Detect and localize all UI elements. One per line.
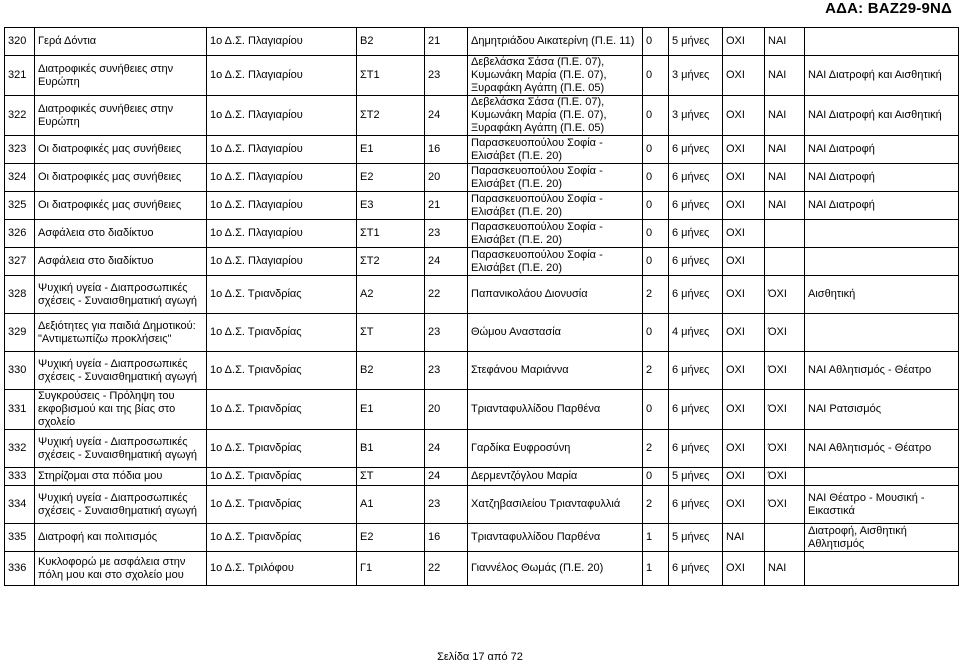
field-yes-no-1: ΟΧΙ: [723, 136, 765, 164]
duration: 6 μήνες: [669, 430, 723, 468]
duration: 6 μήνες: [669, 352, 723, 390]
field-yes-no-1: ΟΧΙ: [723, 486, 765, 524]
table-row: [5, 430, 959, 468]
extra-count: 0: [643, 314, 669, 352]
school: 1ο Δ.Σ. Τριανδρίας: [207, 524, 357, 552]
student-count: 22: [425, 276, 468, 314]
class: ΣΤ1: [357, 56, 425, 96]
school: 1ο Δ.Σ. Τριανδρίας: [207, 430, 357, 468]
program-title: Οι διατροφικές μας συνήθειες: [35, 136, 207, 164]
school: 1ο Δ.Σ. Τριλόφου: [207, 552, 357, 586]
extra-count: 0: [643, 136, 669, 164]
extra-count: 2: [643, 276, 669, 314]
thematic-area: [805, 220, 959, 248]
student-count: 16: [425, 524, 468, 552]
student-count: 24: [425, 248, 468, 276]
row-number: 333: [5, 468, 35, 486]
student-count: 23: [425, 314, 468, 352]
row-number: 321: [5, 56, 35, 96]
field-yes-no-2: ΌΧΙ: [765, 314, 805, 352]
thematic-area: [805, 468, 959, 486]
program-title: Οι διατροφικές μας συνήθειες: [35, 164, 207, 192]
table-row: [5, 96, 959, 136]
table-row: [5, 390, 959, 430]
duration: 6 μήνες: [669, 220, 723, 248]
school: 1ο Δ.Σ. Τριανδρίας: [207, 352, 357, 390]
row-number: 335: [5, 524, 35, 552]
field-yes-no-2: ΝΑΙ: [765, 56, 805, 96]
class: Ε2: [357, 524, 425, 552]
table-row: [5, 352, 959, 390]
student-count: 22: [425, 552, 468, 586]
extra-count: 2: [643, 486, 669, 524]
thematic-area: [805, 248, 959, 276]
duration: 6 μήνες: [669, 164, 723, 192]
field-yes-no-2: [765, 220, 805, 248]
extra-count: 0: [643, 390, 669, 430]
student-count: 24: [425, 468, 468, 486]
field-yes-no-2: ΝΑΙ: [765, 192, 805, 220]
row-number: 322: [5, 96, 35, 136]
extra-count: 2: [643, 430, 669, 468]
field-yes-no-1: ΟΧΙ: [723, 220, 765, 248]
row-number: 326: [5, 220, 35, 248]
student-count: 23: [425, 486, 468, 524]
class: ΣΤ: [357, 314, 425, 352]
program-title: Κυκλοφορώ με ασφάλεια στην πόλη μου και στο σχολείο μου: [35, 552, 207, 586]
table-row: [5, 314, 959, 352]
field-yes-no-1: ΟΧΙ: [723, 390, 765, 430]
extra-count: 2: [643, 352, 669, 390]
teachers: Δεβελάσκα Σάσα (Π.Ε. 07), Κυμωνάκη Μαρία (Π.Ε. 07), Ξυραφάκη Αγάπη (Π.Ε. 05): [468, 96, 643, 136]
row-number: 336: [5, 552, 35, 586]
ada-code: ΑΔΑ: ΒΑΖ29-9ΝΔ: [825, 0, 952, 17]
school: 1ο Δ.Σ. Πλαγιαρίου: [207, 220, 357, 248]
school: 1ο Δ.Σ. Τριανδρίας: [207, 390, 357, 430]
student-count: 24: [425, 96, 468, 136]
program-title: Ασφάλεια στο διαδίκτυο: [35, 248, 207, 276]
thematic-area: [805, 28, 959, 56]
class: Α2: [357, 276, 425, 314]
table-row: [5, 486, 959, 524]
field-yes-no-1: ΟΧΙ: [723, 192, 765, 220]
field-yes-no-2: ΝΑΙ: [765, 164, 805, 192]
program-title: Ψυχική υγεία - Διαπροσωπικές σχέσεις - Συναισθηματική αγωγή: [35, 486, 207, 524]
student-count: 24: [425, 430, 468, 468]
table-row: [5, 276, 959, 314]
field-yes-no-2: ΝΑΙ: [765, 552, 805, 586]
class: ΣΤ: [357, 468, 425, 486]
field-yes-no-2: ΝΑΙ: [765, 136, 805, 164]
class: ΣΤ2: [357, 248, 425, 276]
teachers: Παρασκευοπούλου Σοφία - Ελισάβετ (Π.Ε. 20): [468, 248, 643, 276]
program-title: Στηρίζομαι στα πόδια μου: [35, 468, 207, 486]
thematic-area: ΝΑΙ Ρατσισμός: [805, 390, 959, 430]
student-count: 21: [425, 192, 468, 220]
field-yes-no-1: ΟΧΙ: [723, 314, 765, 352]
teachers: Δημητριάδου Αικατερίνη (Π.Ε. 11): [468, 28, 643, 56]
teachers: Παρασκευοπούλου Σοφία - Ελισάβετ (Π.Ε. 20): [468, 220, 643, 248]
class: Α1: [357, 486, 425, 524]
teachers: Παρασκευοπούλου Σοφία - Ελισάβετ (Π.Ε. 20): [468, 164, 643, 192]
school: 1ο Δ.Σ. Τριανδρίας: [207, 468, 357, 486]
extra-count: 0: [643, 96, 669, 136]
field-yes-no-2: ΌΧΙ: [765, 276, 805, 314]
thematic-area: Αισθητική: [805, 276, 959, 314]
row-number: 329: [5, 314, 35, 352]
duration: 6 μήνες: [669, 136, 723, 164]
program-title: Ψυχική υγεία - Διαπροσωπικές σχέσεις - Συναισθηματική αγωγή: [35, 430, 207, 468]
teachers: Παρασκευοπούλου Σοφία - Ελισάβετ (Π.Ε. 20): [468, 192, 643, 220]
school: 1ο Δ.Σ. Πλαγιαρίου: [207, 136, 357, 164]
class: ΣΤ2: [357, 96, 425, 136]
teachers: Γιαννέλος Θωμάς (Π.Ε. 20): [468, 552, 643, 586]
field-yes-no-2: ΌΧΙ: [765, 486, 805, 524]
field-yes-no-1: ΟΧΙ: [723, 96, 765, 136]
programs-table: [4, 27, 959, 586]
field-yes-no-2: ΌΧΙ: [765, 430, 805, 468]
table-row: [5, 524, 959, 552]
duration: 5 μήνες: [669, 524, 723, 552]
field-yes-no-2: ΌΧΙ: [765, 390, 805, 430]
field-yes-no-2: [765, 248, 805, 276]
school: 1ο Δ.Σ. Πλαγιαρίου: [207, 96, 357, 136]
duration: 6 μήνες: [669, 552, 723, 586]
class: ΣΤ1: [357, 220, 425, 248]
field-yes-no-2: ΌΧΙ: [765, 352, 805, 390]
table-row: [5, 248, 959, 276]
student-count: 23: [425, 352, 468, 390]
row-number: 330: [5, 352, 35, 390]
teachers: Θώμου Αναστασία: [468, 314, 643, 352]
thematic-area: ΝΑΙ Διατροφή: [805, 164, 959, 192]
field-yes-no-1: ΟΧΙ: [723, 430, 765, 468]
field-yes-no-1: ΟΧΙ: [723, 28, 765, 56]
row-number: 332: [5, 430, 35, 468]
program-title: Οι διατροφικές μας συνήθειες: [35, 192, 207, 220]
extra-count: 0: [643, 56, 669, 96]
field-yes-no-1: ΟΧΙ: [723, 248, 765, 276]
row-number: 327: [5, 248, 35, 276]
page-number: Σελίδα 17 από 72: [437, 651, 523, 663]
thematic-area: ΝΑΙ Διατροφή και Αισθητική: [805, 96, 959, 136]
row-number: 323: [5, 136, 35, 164]
table-row: [5, 552, 959, 586]
school: 1ο Δ.Σ. Πλαγιαρίου: [207, 192, 357, 220]
student-count: 23: [425, 56, 468, 96]
field-yes-no-1: ΟΧΙ: [723, 468, 765, 486]
row-number: 320: [5, 28, 35, 56]
duration: 4 μήνες: [669, 314, 723, 352]
field-yes-no-1: ΝΑΙ: [723, 524, 765, 552]
thematic-area: ΝΑΙ Θέατρο - Μουσική - Εικαστικά: [805, 486, 959, 524]
program-title: Διατροφικές συνήθειες στην Ευρώπη: [35, 96, 207, 136]
teachers: Τριανταφυλλίδου Παρθένα: [468, 390, 643, 430]
extra-count: 0: [643, 220, 669, 248]
duration: 6 μήνες: [669, 248, 723, 276]
thematic-area: Διατροφή, Αισθητική Αθλητισμός: [805, 524, 959, 552]
row-number: 324: [5, 164, 35, 192]
program-title: Συγκρούσεις - Πρόληψη του εκφοβισμού και της βίας στο σχολείο: [35, 390, 207, 430]
school: 1ο Δ.Σ. Πλαγιαρίου: [207, 248, 357, 276]
field-yes-no-2: ΝΑΙ: [765, 96, 805, 136]
teachers: Στεφάνου Μαριάννα: [468, 352, 643, 390]
thematic-area: [805, 314, 959, 352]
thematic-area: ΝΑΙ Διατροφή και Αισθητική: [805, 56, 959, 96]
teachers: Δεβελάσκα Σάσα (Π.Ε. 07), Κυμωνάκη Μαρία (Π.Ε. 07), Ξυραφάκη Αγάπη (Π.Ε. 05): [468, 56, 643, 96]
table-row: [5, 136, 959, 164]
field-yes-no-1: ΟΧΙ: [723, 352, 765, 390]
table-row: [5, 468, 959, 486]
duration: 6 μήνες: [669, 486, 723, 524]
student-count: 23: [425, 220, 468, 248]
extra-count: 0: [643, 164, 669, 192]
extra-count: 0: [643, 248, 669, 276]
thematic-area: [805, 552, 959, 586]
class: Β2: [357, 352, 425, 390]
school: 1ο Δ.Σ. Τριανδρίας: [207, 276, 357, 314]
duration: 6 μήνες: [669, 192, 723, 220]
table-body: [5, 28, 959, 586]
program-title: Ασφάλεια στο διαδίκτυο: [35, 220, 207, 248]
class: Ε3: [357, 192, 425, 220]
field-yes-no-1: ΟΧΙ: [723, 164, 765, 192]
extra-count: 0: [643, 468, 669, 486]
program-title: Ψυχική υγεία - Διαπροσωπικές σχέσεις - Συναισθηματική αγωγή: [35, 276, 207, 314]
row-number: 331: [5, 390, 35, 430]
table-row: [5, 56, 959, 96]
class: Γ1: [357, 552, 425, 586]
teachers: Γαρδίκα Ευφροσύνη: [468, 430, 643, 468]
extra-count: 0: [643, 28, 669, 56]
extra-count: 1: [643, 524, 669, 552]
table-row: [5, 164, 959, 192]
extra-count: 0: [643, 192, 669, 220]
class: Β1: [357, 430, 425, 468]
school: 1ο Δ.Σ. Πλαγιαρίου: [207, 28, 357, 56]
row-number: 334: [5, 486, 35, 524]
student-count: 20: [425, 390, 468, 430]
teachers: Τριανταφυλλίδου Παρθένα: [468, 524, 643, 552]
program-title: Δεξιότητες για παιδιά Δημοτικού: "Αντιμετωπίζω προκλήσεις": [35, 314, 207, 352]
duration: 5 μήνες: [669, 468, 723, 486]
duration: 5 μήνες: [669, 28, 723, 56]
program-title: Ψυχική υγεία - Διαπροσωπικές σχέσεις - Συναισθηματική αγωγή: [35, 352, 207, 390]
thematic-area: ΝΑΙ Διατροφή: [805, 136, 959, 164]
thematic-area: ΝΑΙ Αθλητισμός - Θέατρο: [805, 352, 959, 390]
thematic-area: ΝΑΙ Διατροφή: [805, 192, 959, 220]
student-count: 20: [425, 164, 468, 192]
class: Ε1: [357, 136, 425, 164]
school: 1ο Δ.Σ. Τριανδρίας: [207, 486, 357, 524]
thematic-area: ΝΑΙ Αθλητισμός - Θέατρο: [805, 430, 959, 468]
teachers: Παπανικολάου Διονυσία: [468, 276, 643, 314]
teachers: Παρασκευοπούλου Σοφία - Ελισάβετ (Π.Ε. 20): [468, 136, 643, 164]
student-count: 16: [425, 136, 468, 164]
class: Ε1: [357, 390, 425, 430]
field-yes-no-1: ΟΧΙ: [723, 276, 765, 314]
field-yes-no-1: ΟΧΙ: [723, 552, 765, 586]
field-yes-no-2: [765, 524, 805, 552]
duration: 3 μήνες: [669, 96, 723, 136]
program-title: Γερά Δόντια: [35, 28, 207, 56]
class: Ε2: [357, 164, 425, 192]
table-row: [5, 28, 959, 56]
program-title: Διατροφή και πολιτισμός: [35, 524, 207, 552]
school: 1ο Δ.Σ. Πλαγιαρίου: [207, 164, 357, 192]
field-yes-no-1: ΟΧΙ: [723, 56, 765, 96]
student-count: 21: [425, 28, 468, 56]
field-yes-no-2: ΝΑΙ: [765, 28, 805, 56]
teachers: Δερμεντζόγλου Μαρία: [468, 468, 643, 486]
program-title: Διατροφικές συνήθειες στην Ευρώπη: [35, 56, 207, 96]
table-row: [5, 192, 959, 220]
school: 1ο Δ.Σ. Πλαγιαρίου: [207, 56, 357, 96]
teachers: Χατζηβασιλείου Τριανταφυλλιά: [468, 486, 643, 524]
class: Β2: [357, 28, 425, 56]
extra-count: 1: [643, 552, 669, 586]
school: 1ο Δ.Σ. Τριανδρίας: [207, 314, 357, 352]
duration: 3 μήνες: [669, 56, 723, 96]
duration: 6 μήνες: [669, 390, 723, 430]
field-yes-no-2: ΌΧΙ: [765, 468, 805, 486]
row-number: 325: [5, 192, 35, 220]
duration: 6 μήνες: [669, 276, 723, 314]
row-number: 328: [5, 276, 35, 314]
table-row: [5, 220, 959, 248]
